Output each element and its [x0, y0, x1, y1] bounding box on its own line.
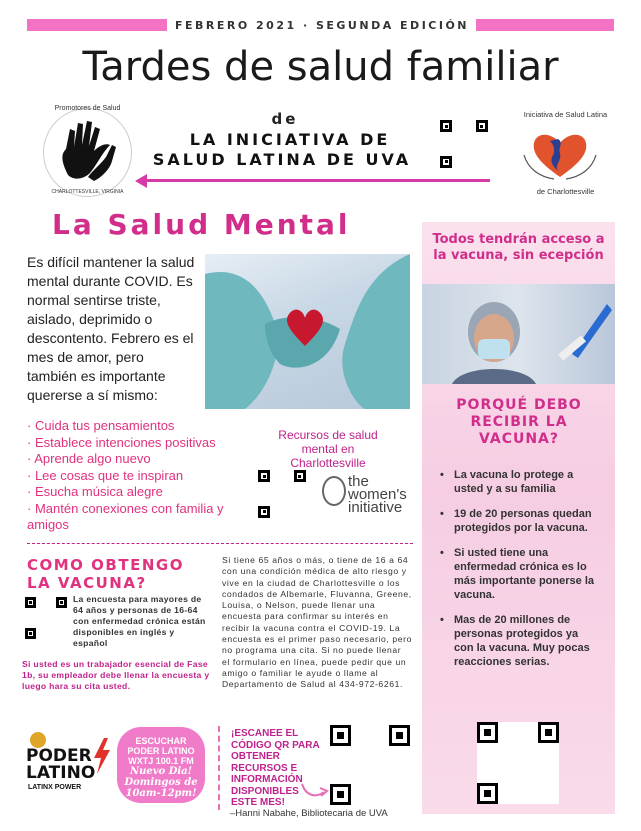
mental-health-intro: Es difícil mantener la salud mental durante COVID. Es normal sentirse triste, aislado, deprimido o descontento. Febrero es el mes de amor, pero también es importante quererse a sí mismo: — [27, 254, 195, 403]
org-name-line2: SALUD LATINA DE UVA — [152, 150, 412, 169]
reason-item: • La vacuna lo protege a usted y a su familia — [440, 468, 600, 496]
tip-item: · Lee cosas que te inspiran — [27, 468, 257, 485]
wi-line1: the — [348, 473, 369, 490]
mental-resources-qr-code[interactable] — [258, 470, 306, 518]
essential-worker-text: Si usted es un trabajador esencial de Fase 1b, su empleador debe llenar la encuesta y luego hara su cita usted. — [22, 659, 210, 691]
radio-btn-line2: PODER LATINO — [127, 746, 195, 756]
section-divider — [27, 543, 413, 544]
iniciativa-logo-bottom-text: de Charlottesville — [536, 187, 595, 196]
reason-item: • 19 de 20 personas quedan protegidos por la vacuna. — [440, 507, 600, 535]
wi-line2: women's — [348, 486, 407, 503]
tip-item: · Establece intenciones positivas — [27, 435, 257, 452]
issue-date: FEBRERO 2021 · SEGUNDA EDICIÓN — [174, 19, 470, 32]
tip-item: · Mantén conexiones con familia y amigos — [27, 501, 257, 534]
org-name-line1: LA INICIATIVA DE — [189, 130, 391, 149]
tip-item: · Esucha música alegre — [27, 484, 257, 501]
page-title: Tardes de salud familiar — [82, 44, 559, 90]
radio-btn-script2: Domingos de — [124, 777, 198, 788]
vaccine-sidebar — [422, 222, 615, 814]
womens-initiative-logo — [322, 474, 417, 514]
radio-divider — [218, 726, 220, 810]
radio-btn-line1: ESCUCHAR — [135, 736, 187, 746]
mental-health-tips — [27, 418, 257, 534]
scan-qr-text: ¡ESCANEE EL CÓDIGO QR PARA OBTENER RECURSOS E INFORMACIÓN DISPONIBLES ESTE MES! — [231, 728, 320, 808]
monthly-resources-qr-code[interactable] — [330, 725, 410, 805]
mental-resources-label: Recursos de salud mental en Charlottesville — [278, 428, 378, 470]
reason-item: • Si usted tiene una enfermedad crónica es lo más importante ponerse la vacuna. — [440, 546, 600, 602]
wi-line3: initiative — [348, 499, 403, 516]
header-bar-left — [27, 19, 167, 31]
poder-logo-line2: LATINO — [26, 763, 96, 783]
header-bar-right — [476, 19, 614, 31]
heart-in-mittens-photo — [205, 254, 410, 409]
survey-qr-text: La encuesta para mayores de 64 años y personas de 16-64 con enfermedad crónica están disponibles en inglés y español — [73, 594, 206, 648]
tip-item: · Aprende algo nuevo — [27, 451, 257, 468]
vaccine-survey-paragraph: Si tiene 65 años o más, o tiene de 16 a 64 con una condición médica de alto riesgo y vive en la ciudad de Charlottesville o los condados de Albemarle, Fluvanna, Greene, Louisa, o Nelson, puede llenar una encuesta para confirmar su interés en recibir la vacuna contra el COVID-19. La encuesta es el primer paso necesario, pero no programa una cita. Si no puede llenar el formulario en línea, puede pedir que un amigo o familiar le ayude o llame al Departamento de Salud al 434-972-6261. — [222, 555, 413, 690]
poder-logo-line3: LATINX POWER — [28, 784, 82, 791]
poder-latino-logo — [22, 732, 118, 796]
arrow-divider — [135, 174, 490, 188]
vaccine-photo — [422, 284, 615, 384]
survey-qr-code[interactable] — [25, 597, 67, 639]
arrow-icon — [300, 780, 330, 802]
promotores-logo-bottom-text: CHARLOTTESVILLE, VIRGINIA — [51, 189, 124, 195]
poder-logo-line1: PODER — [26, 746, 92, 766]
tip-item: · Cuida tus pensamientos — [27, 418, 257, 435]
radio-btn-script3: 10am-12pm! — [125, 788, 197, 799]
como-vacuna-heading: COMO OBTENGO LA VACUNA? — [27, 556, 184, 592]
promotores-logo — [40, 105, 135, 200]
sidebar-qr-code[interactable] — [477, 722, 559, 804]
iniciativa-logo — [500, 105, 620, 200]
listen-poder-latino-button[interactable] — [117, 727, 205, 803]
radio-btn-line3: WXTJ 100.1 FM — [128, 756, 194, 766]
vaccine-reasons-list — [440, 468, 600, 680]
iniciativa-logo-top-text: Iniciativa de Salud Latina — [523, 110, 608, 119]
org-de: de — [271, 110, 299, 128]
reason-item: • Mas de 20 millones de personas protegidos ya con la vacuna. Muy pocas reacciones serias. — [440, 613, 600, 669]
why-vaccine-heading: PORQUÉ DEBO RECIBIR LA VACUNA? — [456, 397, 582, 447]
promotores-logo-top-text: Promotores de Salud — [54, 105, 121, 112]
mental-health-heading: La Salud Mental — [52, 208, 351, 241]
scan-credit: –Hanni Nabahe, Bibliotecaria de UVA — [230, 808, 388, 819]
sidebar-heading: Todos tendrán acceso a la vacuna, sin ecepción — [432, 232, 605, 263]
header-qr-code[interactable] — [440, 120, 488, 168]
radio-btn-script1: Nuevo Dia! — [129, 766, 193, 777]
